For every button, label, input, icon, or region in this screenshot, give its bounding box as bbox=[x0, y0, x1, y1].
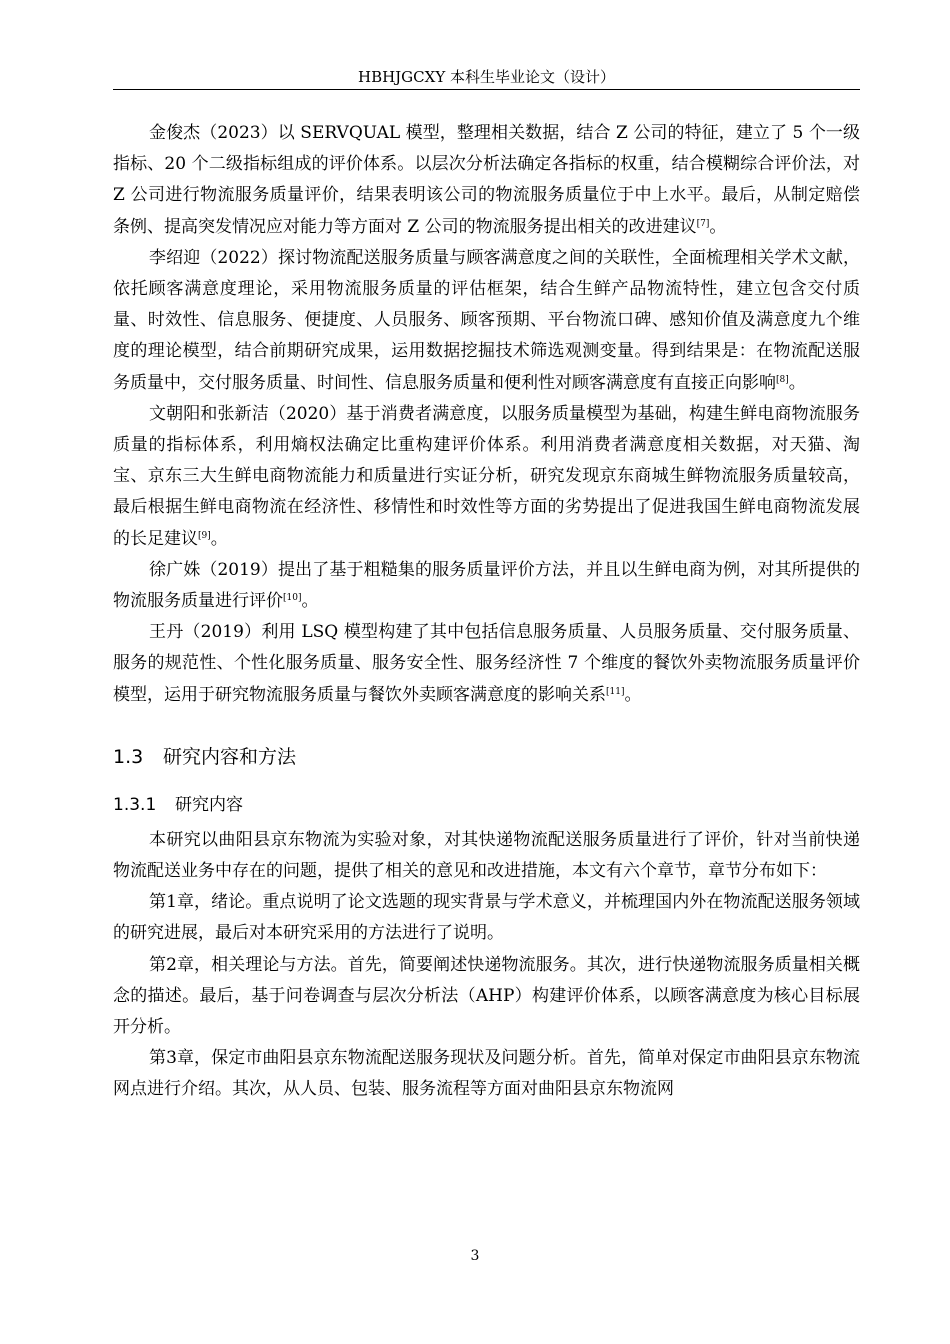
paragraph-li-shaoying: 李绍迎（2022）探讨物流配送服务质量与顾客满意度之间的关联性，全面梳理相关学术文献，依托顾客满意度理论，采用物流服务质量的评估框架，结合生鲜产品物流特性，建立包含交付质量、时效性、信息服务、便捷度、人员服务、顾客预期、平台物流口碑、感知价值及满意度九个维度的理论模型，结合前期研究成果，运用数据挖掘技术筛选观测变量。得到结果是：在物流配送服务质量中，交付服务质量、时间性、信息服务质量和便利性对顾客满意度有直接正向影响[8]。 bbox=[113, 247, 860, 393]
section-title: 研究内容和方法 bbox=[163, 745, 297, 768]
subsection-heading bbox=[113, 785, 860, 825]
citation-ref[interactable]: [9] bbox=[198, 530, 211, 541]
section-number: 1.3 bbox=[113, 745, 144, 768]
paragraph-jin-junjie: 金俊杰（2023）以 SERVQUAL 模型，整理相关数据，结合 Z 公司的特征，建立了 5 个一级指标、20 个二级指标组成的评价体系。以层次分析法确定各指标的权重，结合模糊综合评价法，对 Z 公司进行物流服务质量评价，结果表明该公司的物流服务质量位于中上水平。最后，从制定赔偿条例、提高突发情况应对能力等方面对 Z 公司的物流服务提出相关的改进建议[7]。 bbox=[113, 123, 860, 237]
paragraph-wen-zhaoyang: 文朝阳和张新洁（2020）基于消费者满意度，以服务质量模型为基础，构建生鲜电商物流服务质量的指标体系，利用熵权法确定比重构建评价体系。利用消费者满意度相关数据，对天猫、淘宝、京东三大生鲜电商物流能力和质量进行实证分析，研究发现京东商城生鲜物流服务质量较高，最后根据生鲜电商物流在经济性、移情性和时效性等方面的劣势提出了促进我国生鲜电商物流发展的长足建议[9]。 bbox=[113, 403, 860, 549]
paragraph-chapter-2: 第2章，相关理论与方法。首先，简要阐述快递物流服务。其次，进行快递物流服务质量相关概念的描述。最后，基于问卷调查与层次分析法（AHP）构建评价体系，以顾客满意度为核心目标展开分析。 bbox=[113, 954, 860, 1038]
page-number: 3 bbox=[470, 1248, 480, 1264]
subsection-number: 1.3.1 bbox=[113, 794, 157, 815]
subsection-title: 研究内容 bbox=[175, 794, 243, 815]
citation-ref[interactable]: [7] bbox=[696, 218, 710, 229]
paragraph-wang-dan: 王丹（2019）利用 LSQ 模型构建了其中包括信息服务质量、人员服务质量、交付服务质量、服务的规范性、个性化服务质量、服务安全性、服务经济性 7 个维度的餐饮外卖物流服务质量评价模型，运用于研究物流服务质量与餐饮外卖顾客满意度的影响关系[11]。 bbox=[113, 622, 860, 705]
paragraph-xu-guangshu: 徐广姝（2019）提出了基于粗糙集的服务质量评价方法，并且以生鲜电商为例，对其所提供的物流服务质量进行评价[10]。 bbox=[113, 559, 860, 612]
paragraph-chapter-1: 第1章，绪论。重点说明了论文选题的现实背景与学术意义，并梳理国内外在物流配送服务领域的研究进展，最后对本研究采用的方法进行了说明。 bbox=[113, 892, 860, 944]
section-heading bbox=[113, 737, 860, 777]
citation-ref[interactable]: [8] bbox=[776, 374, 789, 385]
paragraph-research-intro: 本研究以曲阳县京东物流为实验对象，对其快递物流配送服务质量进行了评价，针对当前快递物流配送业务中存在的问题，提供了相关的意见和改进措施，本文有六个章节，章节分布如下： bbox=[113, 829, 860, 882]
paragraph-chapter-3: 第3章，保定市曲阳县京东物流配送服务现状及问题分析。首先，简单对保定市曲阳县京东物流网点进行介绍。其次，从人员、包装、服务流程等方面对曲阳县京东物流网 bbox=[113, 1048, 860, 1100]
header-rule bbox=[113, 89, 860, 90]
page-body bbox=[113, 118, 860, 1106]
page-header: HBHJGCXY 本科生毕业论文（设计） bbox=[357, 68, 615, 86]
citation-ref[interactable]: [11] bbox=[606, 686, 625, 697]
citation-ref[interactable]: [10] bbox=[283, 593, 302, 604]
